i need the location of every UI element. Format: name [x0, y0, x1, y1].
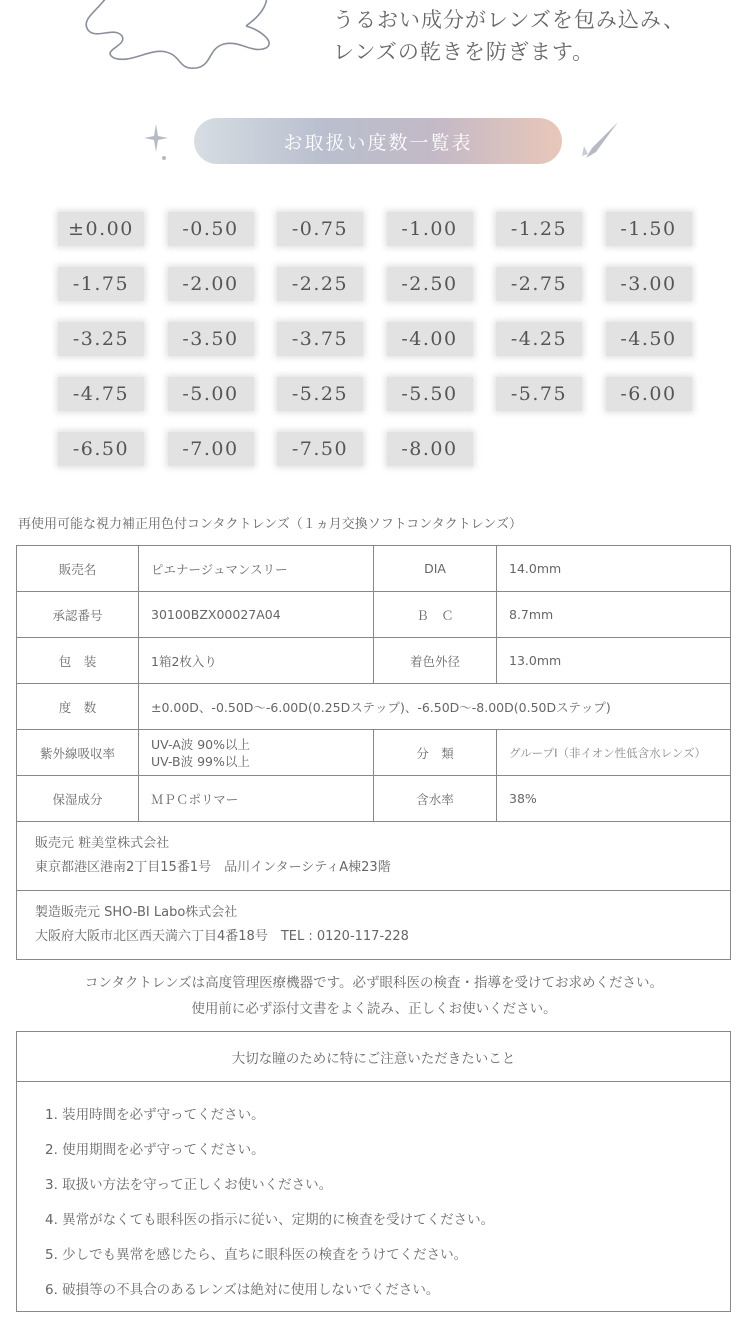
- hero-copy: [333, 4, 685, 68]
- power-chip: -2.50: [387, 267, 473, 301]
- power-chip: -6.00: [606, 377, 692, 411]
- color-dia-label: 着色外径: [374, 638, 497, 684]
- name-label: 販売名: [17, 546, 139, 592]
- shooting-star-icon: [578, 118, 622, 164]
- maker-address: 大阪府大阪市北区西天満六丁目4番18号 TEL : 0120-117-228: [35, 929, 409, 944]
- bc-label: Ｂ Ｃ: [374, 592, 497, 638]
- caution-item: 1. 装用時間を必ず守ってください。: [45, 1107, 265, 1123]
- moist-value: ＭＰＣポリマー: [139, 776, 374, 822]
- spec-caption: 再使用可能な視力補正用色付コンタクトレンズ（１ヵ月交換ソフトコンタクトレンズ）: [18, 517, 523, 532]
- maker-info: [17, 891, 731, 960]
- power-chip: -8.00: [387, 432, 473, 466]
- power-chip: -5.25: [277, 377, 363, 411]
- name-value: ピエナージュマンスリー: [139, 546, 374, 592]
- spec-row: [17, 684, 731, 730]
- power-chip: -5.75: [496, 377, 582, 411]
- power-chip: -7.50: [277, 432, 363, 466]
- power-value: ±0.00D、-0.50D〜-6.00D(0.25Dステップ)、-6.50D〜-8.00D(0.50Dステップ): [139, 684, 731, 730]
- power-chip: -1.50: [606, 212, 692, 246]
- power-chip: -6.50: [58, 432, 144, 466]
- water-value: 38%: [497, 776, 731, 822]
- power-chip: -5.50: [387, 377, 473, 411]
- caution-item: 2. 使用期間を必ず守ってください。: [45, 1142, 265, 1158]
- maker-name: 製造販売元 SHO-BI Labo株式会社: [35, 905, 238, 920]
- hero-section: [0, 0, 748, 80]
- power-chip: -1.25: [496, 212, 582, 246]
- power-chip: -1.00: [387, 212, 473, 246]
- spec-table: [16, 545, 731, 960]
- power-chip: -3.00: [606, 267, 692, 301]
- power-chip: -2.75: [496, 267, 582, 301]
- power-chip: -2.25: [277, 267, 363, 301]
- class-value: グループⅠ（非イオン性低含水レンズ）: [497, 730, 731, 776]
- caution-list: [17, 1082, 730, 1308]
- hero-line-1: うるおい成分がレンズを包み込み、: [333, 8, 686, 32]
- power-chip: -1.75: [58, 267, 144, 301]
- uv-a-value: UV-A波 90%以上: [151, 736, 251, 752]
- class-label: 分 類: [374, 730, 497, 776]
- power-chip: -2.00: [168, 267, 254, 301]
- power-chip: -3.50: [168, 322, 254, 356]
- package-value: 1箱2枚入り: [139, 638, 374, 684]
- approval-label: 承認番号: [17, 592, 139, 638]
- power-chip: -0.50: [168, 212, 254, 246]
- power-table-title: お取扱い度数一覧表: [194, 118, 562, 164]
- caution-box: [16, 1031, 731, 1312]
- dia-label: DIA: [374, 546, 497, 592]
- bc-value: 8.7mm: [497, 592, 731, 638]
- power-chip: -4.25: [496, 322, 582, 356]
- uv-label: 紫外線吸収率: [17, 730, 139, 776]
- seller-name: 販売元 粧美堂株式会社: [35, 836, 170, 851]
- power-chip: -3.25: [58, 322, 144, 356]
- caution-title: 大切な瞳のために特にご注意いただきたいこと: [17, 1032, 730, 1082]
- power-chip: -4.00: [387, 322, 473, 356]
- approval-value: 30100BZX00027A04: [139, 592, 374, 638]
- caution-item: 5. 少しでも異常を感じたら、直ちに眼科医の検査をうけてください。: [45, 1247, 468, 1263]
- dia-value: 14.0mm: [497, 546, 731, 592]
- hero-line-2: レンズの乾きを防ぎます。: [333, 40, 595, 64]
- seller-address: 東京都港区港南2丁目15番1号 品川インターシティA棟23階: [35, 860, 391, 875]
- spec-row: [17, 730, 731, 776]
- power-chip: -5.00: [168, 377, 254, 411]
- spec-row: [17, 592, 731, 638]
- spec-row: [17, 822, 731, 891]
- uv-value: [139, 730, 374, 776]
- sparkle-icon: [142, 122, 172, 162]
- spec-row: [17, 638, 731, 684]
- water-splash-icon: [70, 0, 300, 80]
- uv-b-value: UV-B波 99%以上: [151, 753, 250, 769]
- notice-line-2: 使用前に必ず添付文書をよく読み、正しくお使いください。: [191, 1001, 557, 1017]
- caution-item: 3. 取扱い方法を守って正しくお使いください。: [45, 1177, 333, 1193]
- power-chip: -4.50: [606, 322, 692, 356]
- power-chip: -4.75: [58, 377, 144, 411]
- spec-row: [17, 776, 731, 822]
- caution-item: 6. 破損等の不具合のあるレンズは絶対に使用しないでください。: [45, 1282, 440, 1298]
- color-dia-value: 13.0mm: [497, 638, 731, 684]
- spec-row: [17, 546, 731, 592]
- power-label: 度 数: [17, 684, 139, 730]
- power-chip: ±0.00: [58, 212, 144, 246]
- medical-device-notice: [0, 970, 748, 1022]
- power-chip: -0.75: [277, 212, 363, 246]
- moist-label: 保湿成分: [17, 776, 139, 822]
- water-label: 含水率: [374, 776, 497, 822]
- seller-info: [17, 822, 731, 891]
- package-label: 包 装: [17, 638, 139, 684]
- power-chip: -3.75: [277, 322, 363, 356]
- power-chip: -7.00: [168, 432, 254, 466]
- spec-row: [17, 891, 731, 960]
- power-title-section: [0, 112, 748, 168]
- notice-line-1: コンタクトレンズは高度管理医療機器です。必ず眼科医の検査・指導を受けてお求めください。: [84, 975, 664, 991]
- caution-item: 4. 異常がなくても眼科医の指示に従い、定期的に検査を受けてください。: [45, 1212, 495, 1228]
